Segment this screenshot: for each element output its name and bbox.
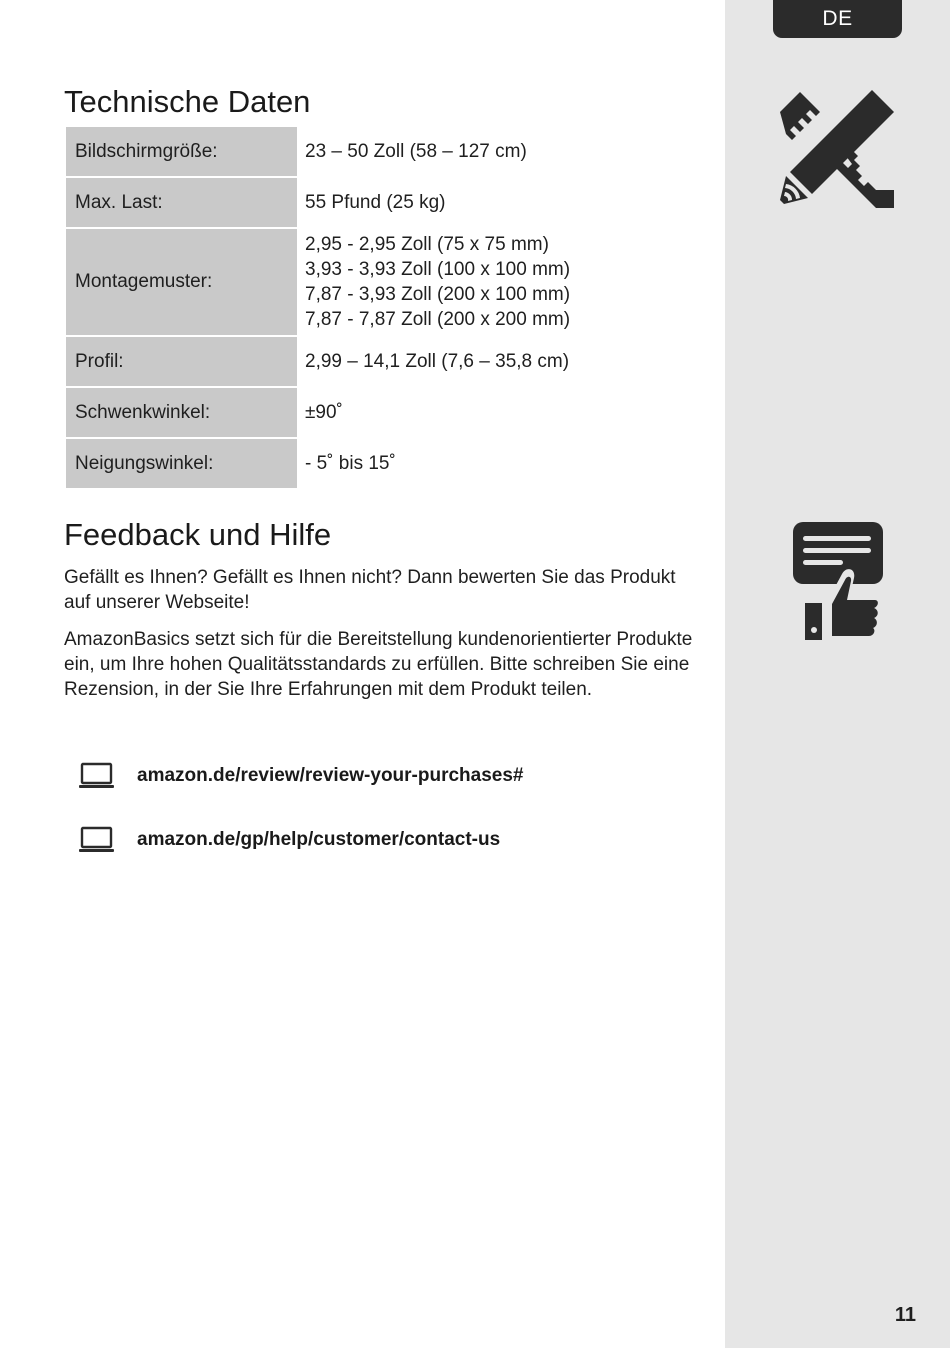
- contact-link-row[interactable]: [78, 825, 501, 855]
- feedback-paragraph: Gefällt es Ihnen? Gefällt es Ihnen nicht? Dann bewerten Sie das Produkt auf unserer Webseite!: [64, 567, 676, 613]
- table-row: [65, 438, 608, 489]
- section-title-feedback: Feedback und Hilfe: [64, 517, 332, 552]
- page-number: 11: [894, 1304, 916, 1326]
- table-row: [65, 387, 608, 438]
- spec-label: Montagemuster:: [65, 228, 298, 336]
- spec-label: Profil:: [65, 336, 298, 387]
- spec-label: Max. Last:: [65, 177, 298, 228]
- spec-value: 2,95 - 2,95 Zoll (75 x 75 mm) 3,93 - 3,93 Zoll (100 x 100 mm) 7,87 - 3,93 Zoll (200 x 100 mm) 7,87 - 7,87 Zoll (200 x 200 mm): [298, 228, 608, 336]
- spec-table: [64, 125, 609, 490]
- feedback-paragraph: AmazonBasics setzt sich für die Bereitstellung kundenorientierter Produkte ein, um Ihre hohen Qualitätsstandards zu erfüllen. Bitte schreiben Sie eine Rezension, in der Sie Ihre Erfahrungen mit dem Produkt teilen.: [64, 629, 693, 700]
- spec-value: 55 Pfund (25 kg): [298, 177, 608, 228]
- table-row: [65, 228, 608, 336]
- pencil-ruler-icon: [776, 86, 898, 208]
- section-title-technical-data: Technische Daten: [64, 84, 311, 119]
- spec-value: 2,99 – 14,1 Zoll (7,6 – 35,8 cm): [298, 336, 608, 387]
- spec-value: ±90˚: [298, 387, 608, 438]
- review-link[interactable]: amazon.de/review/review-your-purchases#: [137, 765, 524, 786]
- laptop-icon: [78, 762, 115, 790]
- contact-link[interactable]: amazon.de/gp/help/customer/contact-us: [137, 829, 501, 850]
- laptop-icon: [78, 826, 115, 854]
- spec-label: Bildschirmgröße:: [65, 126, 298, 177]
- review-link-row[interactable]: [78, 761, 524, 791]
- table-row: [65, 336, 608, 387]
- spec-label: Schwenkwinkel:: [65, 387, 298, 438]
- table-row: [65, 177, 608, 228]
- feedback-thumbs-up-icon: [790, 522, 884, 640]
- spec-value: - 5˚ bis 15˚: [298, 438, 608, 489]
- spec-value: 23 – 50 Zoll (58 – 127 cm): [298, 126, 608, 177]
- language-tab: DE: [773, 0, 902, 38]
- table-row: [65, 126, 608, 177]
- spec-label: Neigungswinkel:: [65, 438, 298, 489]
